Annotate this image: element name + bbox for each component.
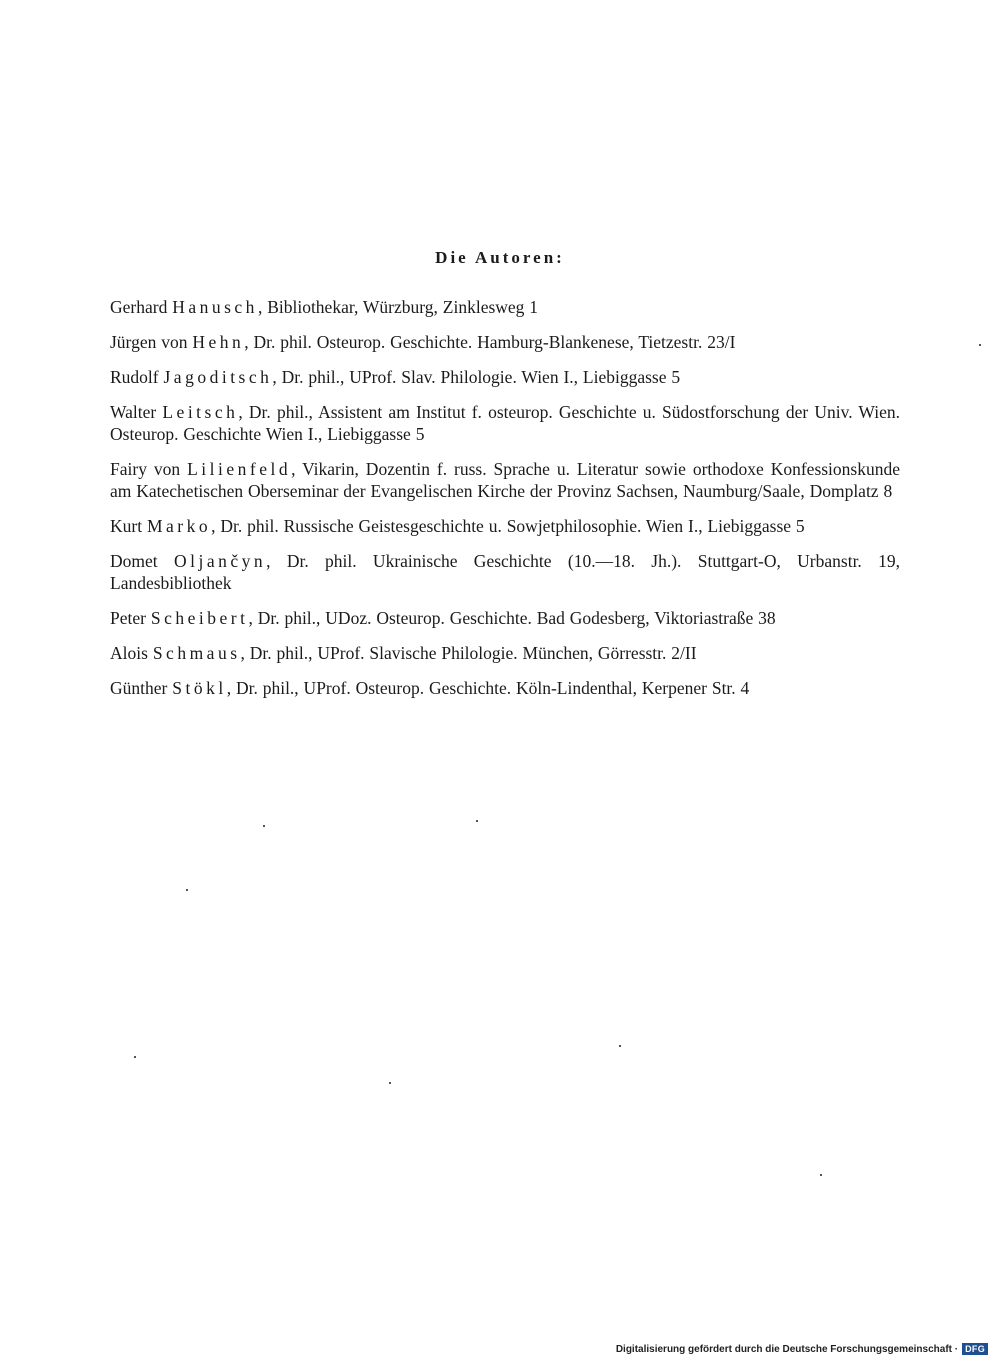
scan-speck (186, 889, 188, 891)
author-surname: Leitsch (162, 402, 239, 422)
author-surname: Marko (146, 516, 212, 536)
scan-speck (619, 1045, 621, 1047)
scan-speck (389, 1082, 391, 1084)
author-entry (110, 642, 900, 664)
dfg-logo: DFG (962, 1343, 988, 1355)
author-first-name: Peter (110, 608, 146, 628)
author-surname: Schmaus (152, 643, 241, 663)
scan-speck (820, 1174, 822, 1176)
scan-speck (979, 344, 981, 346)
author-details: , Dr. phil., UProf. Osteurop. Geschichte. Köln-Lindenthal, Kerpener Str. 4 (226, 678, 750, 698)
author-details: , Dr. phil., UProf. Slav. Philologie. Wien I., Liebiggasse 5 (272, 367, 681, 387)
author-details: , Dr. phil., UProf. Slavische Philologie. München, Görresstr. 2/II (240, 643, 697, 663)
author-first-name: Rudolf (110, 367, 159, 387)
author-details: , Dr. phil. Ukrainische Geschichte (10.—18. Jh.). Stuttgart-O, Urbanstr. 19, Landesbibliothek (110, 551, 900, 593)
author-first-name: Walter (110, 402, 157, 422)
author-first-name: Günther (110, 678, 168, 698)
author-details: , Dr. phil. Osteurop. Geschichte. Hamburg-Blankenese, Tietzestr. 23/I (244, 332, 736, 352)
author-entry (110, 401, 900, 445)
author-surname: Oljančyn (173, 551, 267, 571)
author-first-name: Alois (110, 643, 148, 663)
author-entry (110, 607, 900, 629)
author-details: , Bibliothekar, Würzburg, Zinklesweg 1 (257, 297, 539, 317)
author-surname: Jagoditsch (163, 367, 273, 387)
page-heading: Die Autoren: (435, 248, 565, 267)
author-details: , Dr. phil. Russische Geistesgeschichte u. Sowjetphilosophie. Wien I., Liebiggasse 5 (211, 516, 805, 536)
author-details: , Dr. phil., Assistent am Institut f. osteurop. Geschichte u. Südostforschung der Univ. Wien. Osteurop. Geschichte Wien I., Liebiggasse 5 (110, 402, 900, 444)
author-first-name: Gerhard (110, 297, 168, 317)
digitization-credit (616, 1343, 988, 1355)
author-entry (110, 366, 900, 388)
author-surname: Lilienfeld (187, 459, 292, 479)
author-entry (110, 331, 900, 353)
author-first-name: Fairy von (110, 459, 181, 479)
author-first-name: Jürgen von (110, 332, 188, 352)
author-entry (110, 677, 900, 699)
author-surname: Stökl (172, 678, 227, 698)
author-surname: Scheibert (150, 608, 249, 628)
author-entry (110, 296, 900, 318)
scan-speck (263, 825, 265, 827)
author-first-name: Domet (110, 551, 158, 571)
author-entry (110, 515, 900, 537)
author-surname: Hanusch (172, 297, 258, 317)
author-entry (110, 458, 900, 502)
scan-speck (134, 1056, 136, 1058)
credit-text: Digitalisierung gefördert durch die Deutsche Forschungsgemeinschaft · (615, 1343, 959, 1355)
author-details: , Dr. phil., UDoz. Osteurop. Geschichte. Bad Godesberg, Viktoriastraße 38 (248, 608, 776, 628)
author-first-name: Kurt (110, 516, 143, 536)
author-list (110, 296, 900, 712)
author-entry (110, 550, 900, 594)
author-surname: Hehn (192, 332, 245, 352)
author-details: , Vikarin, Dozentin f. russ. Sprache u. Literatur sowie orthodoxe Konfessionskunde am Katechetischen Oberseminar der Evangelischen Kirche der Provinz Sachsen, Naumburg/Saale, Domplatz 8 (110, 459, 900, 501)
scan-speck (476, 820, 478, 822)
